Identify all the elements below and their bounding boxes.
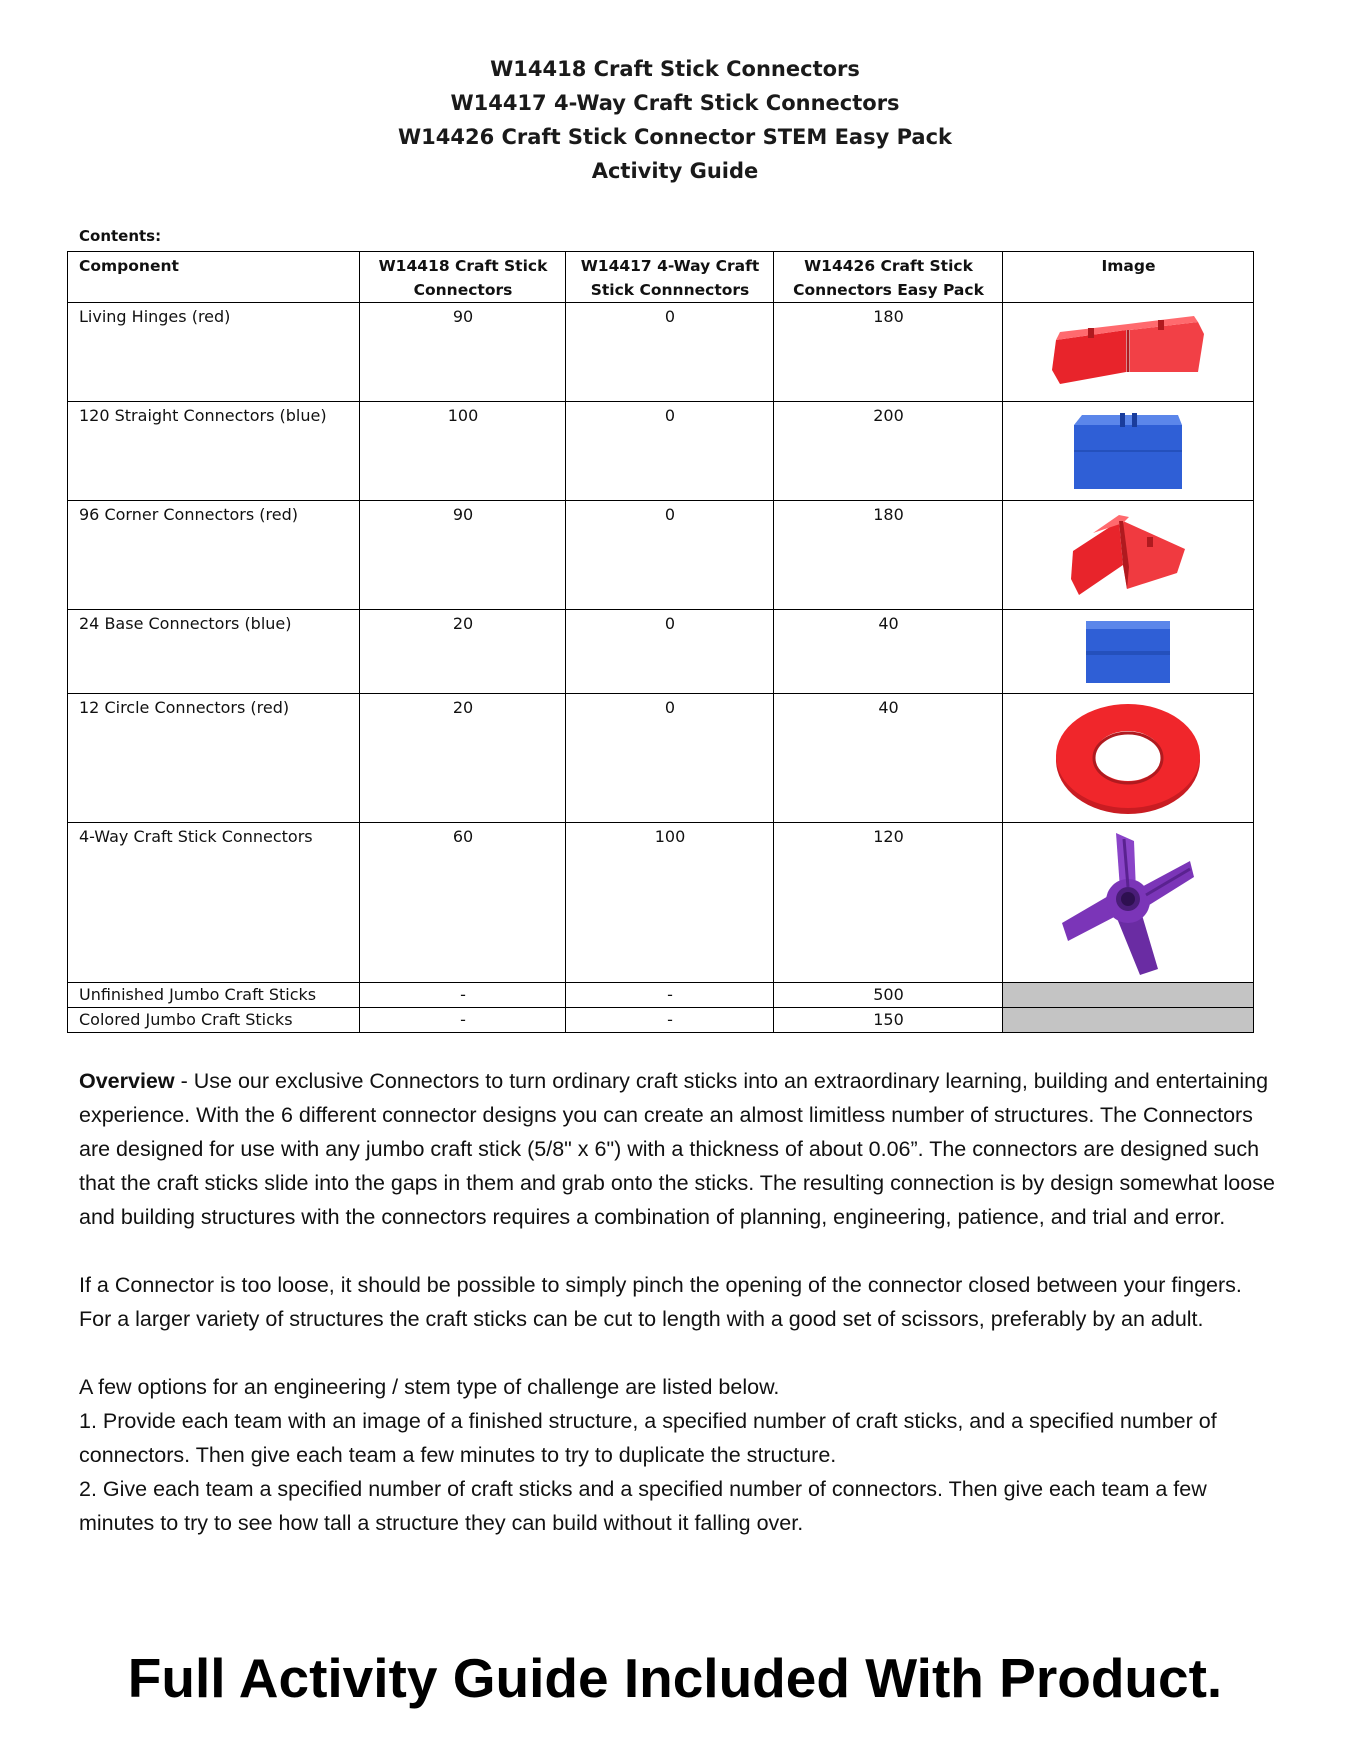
blue-straight-connector-image [1068,411,1188,491]
table-row [68,694,1254,823]
overview-text: - Use our exclusive Connectors to turn ordinary craft sticks into an extraordinary learning, building and entertaining experience. With the 6 different connector designs you can create an almost limitless number of structures. The Connectors are designed for use with any jumbo craft stick (5/8" x 6") with a thickness of about 0.06”. The connectors are designed such that the craft sticks slide into the gaps in them and grab onto the sticks. The resulting connection is by design somewhat loose and building structures with the connectors requires a combination of planning, engineering, patience, and trial and error. [79,1069,1275,1229]
cell-w14426: 120 [774,823,1003,983]
contents-table [67,251,1254,1033]
table-row [68,983,1254,1008]
cell-image [1003,402,1254,501]
cell-component: 120 Straight Connectors (blue) [68,402,360,501]
cell-image [1003,303,1254,402]
cell-w14417: 0 [566,501,774,610]
overview-section [79,1064,1279,1540]
cell-image-empty [1003,983,1254,1008]
overview-heading: Overview [79,1069,175,1093]
cell-image [1003,694,1254,823]
overview-paragraph-1 [79,1064,1279,1234]
challenge-item-1: 1. Provide each team with an image of a finished structure, a specified number of craft sticks, and a specified number of connectors. Then give each team a few minutes to try to duplicate the structure. [79,1409,1217,1467]
cell-image [1003,501,1254,610]
table-header-row [68,252,1254,303]
cell-image [1003,823,1254,983]
cell-w14417: 0 [566,610,774,694]
cell-w14417: 100 [566,823,774,983]
document-title-block [0,52,1350,188]
red-circle-connector-image [1053,700,1203,816]
cell-w14426: 200 [774,402,1003,501]
cell-w14418: 90 [360,501,566,610]
cell-w14418: - [360,1008,566,1033]
column-header-image: Image [1003,252,1254,303]
contents-label: Contents: [79,227,162,245]
cell-component: Unfinished Jumbo Craft Sticks [68,983,360,1008]
cell-w14426: 500 [774,983,1003,1008]
cell-component: Colored Jumbo Craft Sticks [68,1008,360,1033]
challenge-item-2: 2. Give each team a specified number of craft sticks and a specified number of connectors. Then give each team a few minutes to try to see how tall a structure they can build without it falling over. [79,1477,1207,1535]
cell-w14418: - [360,983,566,1008]
cell-w14418: 100 [360,402,566,501]
table-row [68,1008,1254,1033]
purple-4way-connector-image [1058,829,1198,977]
cell-w14426: 180 [774,303,1003,402]
cell-w14418: 60 [360,823,566,983]
cell-w14426: 40 [774,610,1003,694]
cell-image [1003,610,1254,694]
cell-image-empty [1003,1008,1254,1033]
title-line-3: W14426 Craft Stick Connector STEM Easy Pack [397,125,953,149]
cell-component: 96 Corner Connectors (red) [68,501,360,610]
overview-paragraph-2: If a Connector is too loose, it should be possible to simply pinch the opening of the connector closed between your fingers. For a larger variety of structures the craft sticks can be cut to length with a good set of scissors, preferably by an adult. [79,1273,1242,1331]
table-row [68,501,1254,610]
cell-w14417: 0 [566,694,774,823]
title-line-4: Activity Guide [591,159,759,183]
title-line-1: W14418 Craft Stick Connectors [490,57,860,81]
cell-component: 4-Way Craft Stick Connectors [68,823,360,983]
cell-w14426: 180 [774,501,1003,610]
cell-component: 12 Circle Connectors (red) [68,694,360,823]
column-header-component: Component [68,252,360,303]
cell-component: 24 Base Connectors (blue) [68,610,360,694]
cell-w14417: 0 [566,303,774,402]
red-corner-connector-image [1063,507,1193,603]
table-row [68,823,1254,983]
table-row [68,303,1254,402]
cell-w14426: 150 [774,1008,1003,1033]
cell-component: Living Hinges (red) [68,303,360,402]
cell-w14426: 40 [774,694,1003,823]
cell-w14417: 0 [566,402,774,501]
column-header-w14417: W14417 4-Way Craft Stick Connnectors [566,252,774,303]
cell-w14418: 20 [360,610,566,694]
blue-base-connector-image [1082,617,1174,687]
table-row [68,610,1254,694]
cell-w14417: - [566,983,774,1008]
challenge-intro: A few options for an engineering / stem type of challenge are listed below. [79,1375,780,1399]
title-line-2: W14417 4-Way Craft Stick Connectors [450,91,900,115]
column-header-w14426: W14426 Craft Stick Connectors Easy Pack [774,252,1003,303]
cell-w14418: 90 [360,303,566,402]
cell-w14418: 20 [360,694,566,823]
footer-banner: Full Activity Guide Included With Product. [127,1647,1223,1709]
table-row [68,402,1254,501]
column-header-w14418: W14418 Craft Stick Connectors [360,252,566,303]
red-living-hinge-image [1048,312,1208,392]
cell-w14417: - [566,1008,774,1033]
